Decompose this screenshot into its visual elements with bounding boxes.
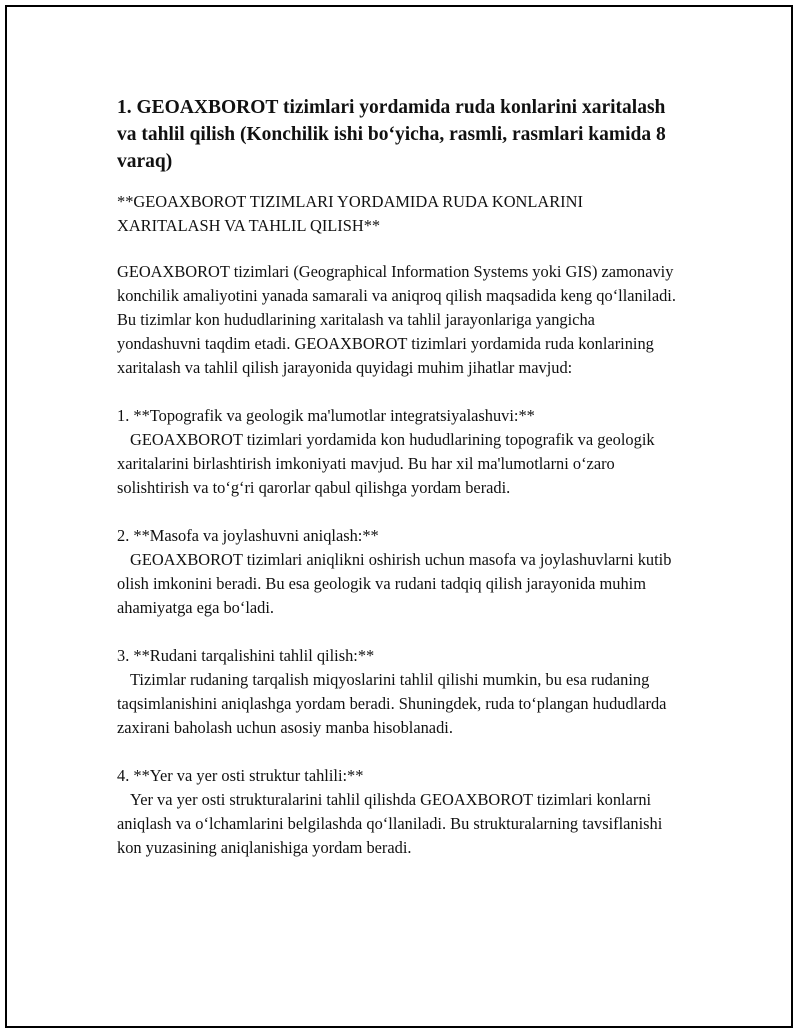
section-3: [117, 644, 677, 740]
section-heading: 2. **Masofa va joylashuvni aniqlash:**: [117, 526, 379, 545]
section-body: Yer va yer osti strukturalarini tahlil qilishda GEOAXBOROT tizimlari konlarni aniqlash va o‘lchamlarini belgilashda qo‘llaniladi. Bu strukturalarning tavsiflanishi kon yuzasining aniqlanishiga yordam beradi.: [117, 790, 663, 857]
section-heading: 1. **Topografik va geologik ma'lumotlar integratsiyalashuvi:**: [117, 406, 535, 425]
section-body-wrap: [117, 668, 677, 740]
document-title: 1. GEOAXBOROT tizimlari yordamida ruda konlarini xaritalash va tahlil qilish (Konchilik ishi bo‘yicha, rasmli, rasmlari kamida 8 varaq): [117, 97, 666, 172]
document-body: [117, 94, 677, 884]
document-subtitle: **GEOAXBOROT TIZIMLARI YORDAMIDA RUDA KONLARINI XARITALASH VA TAHLIL QILISH**: [117, 192, 583, 235]
section-2: [117, 524, 677, 620]
section-1: [117, 404, 677, 500]
section-heading: 4. **Yer va yer osti struktur tahlili:**: [117, 766, 364, 785]
intro-paragraph: GEOAXBOROT tizimlari (Geographical Information Systems yoki GIS) zamonaviy konchilik amaliyotini yanada samarali va aniqroq qilish maqsadida keng qo‘llaniladi. Bu tizimlar kon hududlarining xaritalash va tahlil jarayonlariga yangicha yondashuvni taqdim etadi. GEOAXBOROT tizimlari yordamida ruda konlarining xaritalash va tahlil qilish jarayonida quyidagi muhim jihatlar mavjud:: [117, 262, 676, 377]
section-body-wrap: [117, 788, 677, 860]
section-body-wrap: [117, 548, 677, 620]
section-body-wrap: [117, 428, 677, 500]
section-body: GEOAXBOROT tizimlari aniqlikni oshirish uchun masofa va joylashuvlarni kutib olish imkonini beradi. Bu esa geologik va rudani tadqiq qilish jarayonida muhim ahamiyatga ega bo‘ladi.: [117, 550, 672, 617]
section-heading: 3. **Rudani tarqalishini tahlil qilish:**: [117, 646, 375, 665]
section-body: Tizimlar rudaning tarqalish miqyoslarini tahlil qilishi mumkin, bu esa rudaning taqsimlanishini aniqlashga yordam beradi. Shuningdek, ruda to‘plangan hududlarda zaxirani baholash uchun asosiy manba hisoblanadi.: [117, 670, 667, 737]
section-4: [117, 764, 677, 860]
section-body: GEOAXBOROT tizimlari yordamida kon hududlarining topografik va geologik xaritalarini birlashtirish imkoniyati mavjud. Bu har xil ma'lumotlarni o‘zaro solishtirish va to‘g‘ri qarorlar qabul qilishga yordam beradi.: [117, 430, 655, 497]
